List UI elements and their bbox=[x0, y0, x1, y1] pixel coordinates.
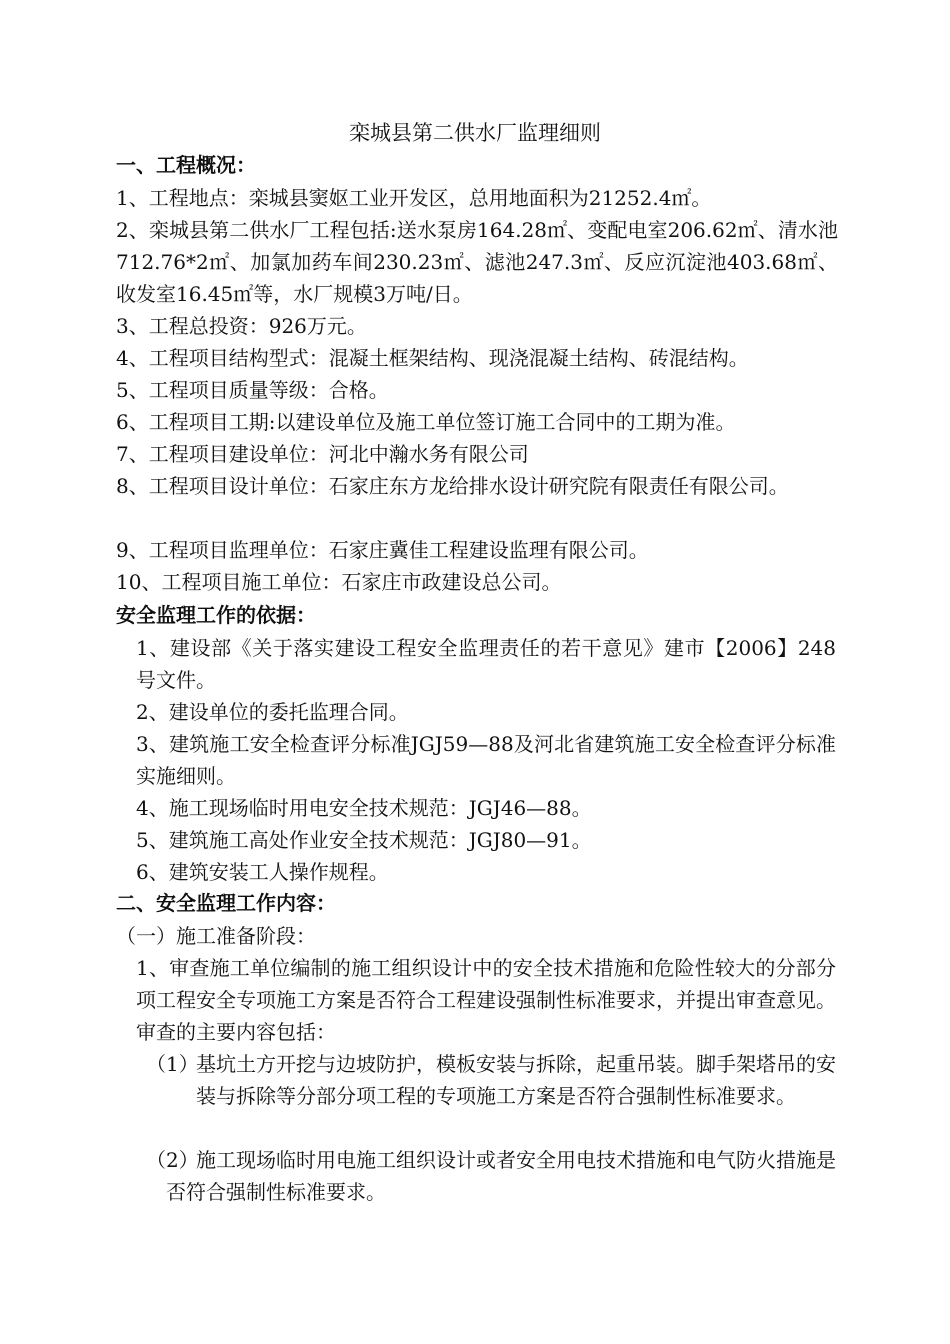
overview-item-5: 5、工程项目质量等级：合格。 bbox=[116, 378, 389, 402]
sub-item-2-text: 施工现场临时用电施工组织设计或者安全用电技术措施和电气防火措施是否符合强制性标准要求。 bbox=[166, 1148, 836, 1204]
basis-item-1: 1、建设部《关于落实建设工程安全监理责任的若干意见》建市【2006】248号文件。 bbox=[136, 636, 836, 692]
basis-item-5: 5、建筑施工高处作业安全技术规范：JGJ80—91。 bbox=[136, 828, 592, 852]
overview-item-1: 1、工程地点：栾城县窦妪工业开发区，总用地面积为21252.4㎡。 bbox=[116, 186, 712, 210]
section2-heading: 二、安全监理工作内容： bbox=[116, 891, 336, 915]
overview-item-10: 10、工程项目施工单位：石家庄市政建设总公司。 bbox=[116, 570, 562, 594]
basis-item-4: 4、施工现场临时用电安全技术规范：JGJ46—88。 bbox=[136, 796, 592, 820]
overview-item-8: 8、工程项目设计单位：石家庄东方龙给排水设计研究院有限责任有限公司。 bbox=[116, 474, 789, 498]
overview-item-4: 4、工程项目结构型式：混凝土框架结构、现浇混凝土结构、砖混结构。 bbox=[116, 346, 749, 370]
overview-item-9: 9、工程项目监理单位：石家庄冀佳工程建设监理有限公司。 bbox=[116, 538, 649, 562]
sub-item-1-text: 基坑土方开挖与边坡防护，模板安装与拆除，起重吊装。脚手架塔吊的安装与拆除等分部分项工程的专项施工方案是否符合强制性标准要求。 bbox=[196, 1052, 836, 1108]
overview-item-3: 3、工程总投资：926万元。 bbox=[116, 314, 367, 338]
stage-heading: （一）施工准备阶段： bbox=[116, 924, 316, 948]
document-title: 栾城县第二供水厂监理细则 bbox=[349, 121, 601, 145]
overview-item-7: 7、工程项目建设单位：河北中瀚水务有限公司 bbox=[116, 442, 529, 466]
sub-item-2-label: （2） bbox=[146, 1148, 199, 1172]
section1-heading: 一、工程概况： bbox=[116, 153, 256, 177]
overview-item-6: 6、工程项目工期:以建设单位及施工单位签订施工合同中的工期为准。 bbox=[116, 410, 736, 434]
basis-item-3: 3、建筑施工安全检查评分标准JGJ59—88及河北省建筑施工安全检查评分标准实施细则。 bbox=[136, 732, 836, 788]
basis-item-2: 2、建设单位的委托监理合同。 bbox=[136, 700, 409, 724]
overview-item-2: 2、栾城县第二供水厂工程包括:送水泵房164.28㎡、变配电室206.62㎡、清水池712.76*2㎡、加氯加药车间230.23㎡、滤池247.3㎡、反应沉淀池403.68㎡、收发室16.45㎡等，水厂规模3万吨/日。 bbox=[116, 218, 838, 306]
basis-heading: 安全监理工作的依据： bbox=[116, 603, 316, 627]
sub-item-1-label: （1） bbox=[146, 1052, 199, 1076]
review-item-1: 1、审查施工单位编制的施工组织设计中的安全技术措施和危险性较大的分部分项工程安全专项施工方案是否符合工程建设强制性标准要求，并提出审查意见。审查的主要内容包括： bbox=[136, 956, 836, 1044]
basis-item-6: 6、建筑安装工人操作规程。 bbox=[136, 860, 389, 884]
